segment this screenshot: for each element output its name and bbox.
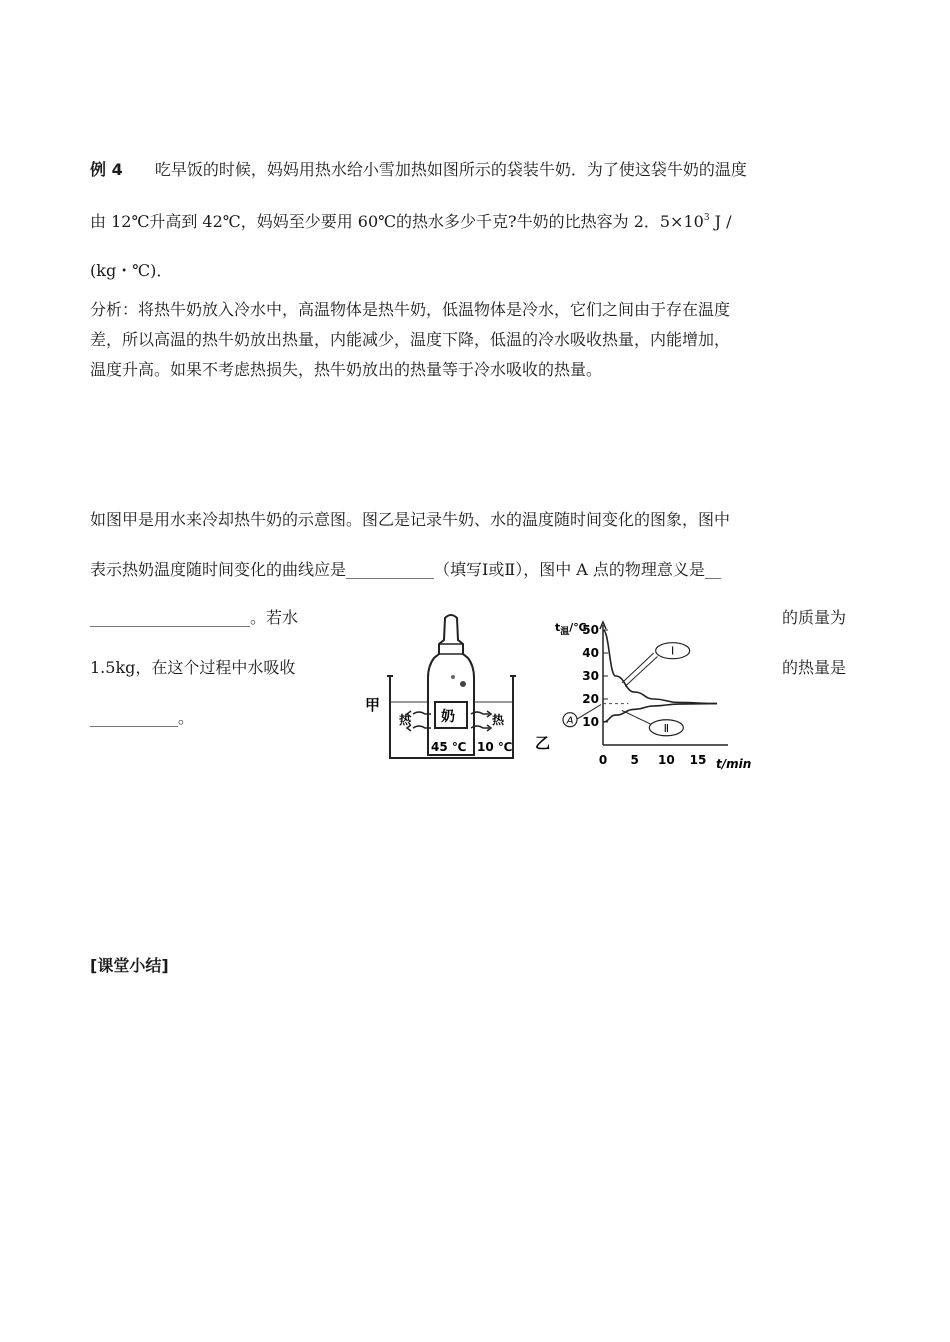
water-temp: 10 ℃ [477,740,513,754]
example-line-2-text: 由 12℃升高到 42℃，妈妈至少要用 60℃的热水多少千克?牛奶的比热容为 2．5×10 [90,212,704,231]
figure-yi-label: 乙 [535,734,551,752]
question-line-4-left: 1.5kg，在这个过程中水吸收 [90,658,296,677]
heat-label-right: 热 [492,713,505,727]
x-tick-label: 10 [657,753,675,767]
point-a-label: A [566,715,574,727]
exponent: 3 [703,213,710,223]
question-line-5: ___________。 [90,708,195,727]
milk-temp: 45 ℃ [431,740,467,754]
x-tick-label: 0 [598,753,608,767]
chart-series [603,630,717,722]
figure-jia-label: 甲 [365,696,381,714]
question-line-4-right: 的热量是 [782,658,847,677]
example-line-1: 吃早饭的时候，妈妈用热水给小雪加热如图所示的袋装牛奶．为了使这袋牛奶的温度 [154,160,747,179]
figure-yi-chart [530,605,770,780]
example-label: 例 4 [90,160,123,179]
bottle-speckle [451,675,455,679]
analysis-line-2: 差，所以高温的热牛奶放出热量，内能减少，温度下降，低温的冷水吸收热量，内能增加， [90,330,731,349]
unit-fragment: J / [709,212,732,231]
x-tick-label: 5 [630,753,639,767]
bottle-speckle [460,681,466,687]
question-line-3-right: 的质量为 [782,608,847,627]
bottle-label: 奶 [441,709,455,725]
milk-bottle [428,615,474,755]
question-line-1: 如图甲是用水来冷却热牛奶的示意图。图乙是记录牛奶、水的温度随时间变化的图象，图中 [90,510,731,529]
heat-label-left: 热 [399,713,412,727]
curve-ii-label: Ⅱ [663,721,670,735]
question-line-2: 表示热奶温度随时间变化的曲线应是___________（填写Ⅰ或Ⅱ），图中 A 点的物理意义是__ [90,560,721,579]
y-tick-label: 30 [582,669,599,683]
y-tick-label: 50 [582,623,599,637]
curve-i-callout-line [622,653,657,686]
y-tick-label: 40 [582,646,599,660]
analysis-line-1: 分析：将热牛奶放入冷水中，高温物体是热牛奶，低温物体是冷水，它们之间由于存在温度 [90,300,731,319]
curve-ii-callout-line [622,711,651,725]
example-paragraph [90,157,747,180]
summary-heading: [课堂小结] [90,956,169,975]
x-axis-label: t/min [716,757,752,771]
question-line-3-left: ____________________。若水 [90,608,299,627]
series-line-ii [603,704,717,722]
curve-i-label: Ⅰ [671,644,675,658]
x-tick-label: 15 [689,753,707,767]
y-tick-label: 20 [582,692,599,706]
series-line-i [603,630,717,704]
example-line-3: (kg・℃)． [90,261,173,280]
y-axis-label: $t_温/℃$ [555,621,587,637]
y-tick-label: 10 [582,715,599,729]
example-line-2 [90,209,732,232]
analysis-line-3: 温度升高。如果不考虑热损失，热牛奶放出的热量等于冷水吸收的热量。 [90,360,603,379]
figure-jia [355,610,530,780]
